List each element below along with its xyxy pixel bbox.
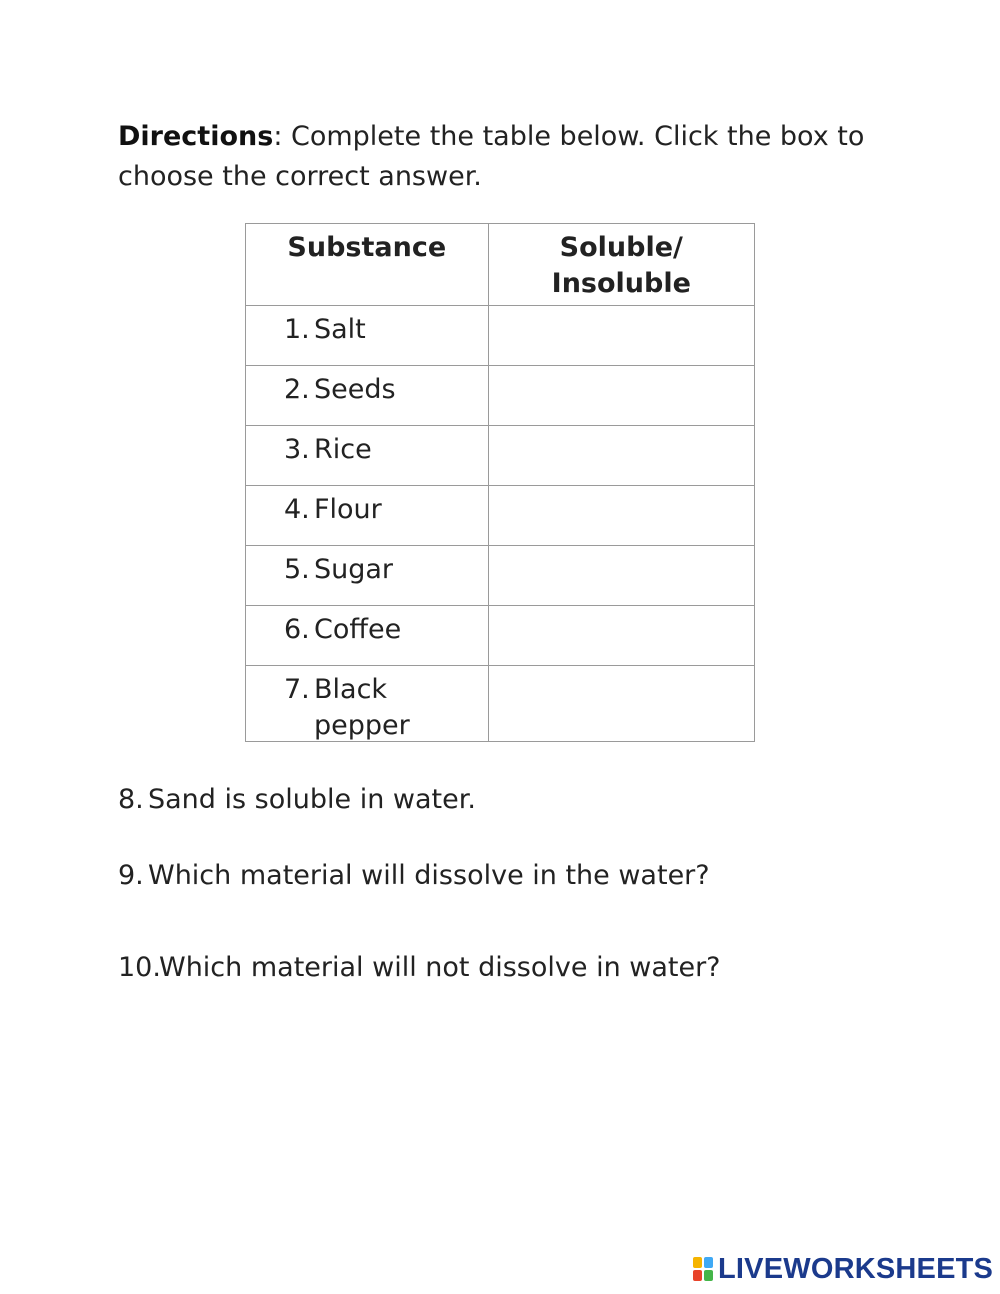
substance-header: Substance [246,224,489,306]
table-header-row [246,224,755,306]
substance-name: Rice [314,434,372,465]
table-row [246,666,755,742]
question-10 [118,950,721,986]
directions-label: Directions [118,121,274,152]
table-row [246,606,755,666]
answer-box-salt[interactable] [488,306,754,366]
table-row [246,426,755,486]
substance-name: Flour [314,494,382,525]
substance-cell [246,366,489,426]
question-number: 10. [118,952,161,983]
question-9 [118,858,710,894]
table-row [246,486,755,546]
answer-box-black-pepper[interactable] [488,666,754,742]
question-number: 9. [118,860,144,891]
logo-square-icon [693,1270,702,1281]
row-number: 1. [284,314,310,345]
logo-text: LIVEWORKSHEETS [718,1252,994,1285]
answer-box-rice[interactable] [488,426,754,486]
row-number: 5. [284,554,310,585]
question-number: 8. [118,784,144,815]
liveworksheets-logo-icon [692,1256,714,1282]
question-text: Sand is soluble in water. [148,784,476,815]
directions-paragraph [118,117,878,197]
substance-table [245,223,755,742]
table-row [246,306,755,366]
substance-cell [246,666,489,742]
row-number: 7. [284,674,310,705]
substance-cell [246,426,489,486]
answer-box-sugar[interactable] [488,546,754,606]
row-number: 6. [284,614,310,645]
question-8 [118,782,476,818]
row-number: 3. [284,434,310,465]
answer-box-seeds[interactable] [488,366,754,426]
substance-name: Seeds [314,374,396,405]
directions-text: : Complete the table below. Click the box to choose the correct answer. [118,121,865,192]
liveworksheets-logo [692,1252,993,1286]
table-row [246,546,755,606]
logo-square-icon [704,1270,713,1281]
substance-cell [246,606,489,666]
substance-cell [246,546,489,606]
answer-box-coffee[interactable] [488,606,754,666]
substance-name: Sugar [314,554,394,585]
substance-cell [246,306,489,366]
row-number: 4. [284,494,310,525]
substance-name: Salt [314,314,366,345]
answer-box-flour[interactable] [488,486,754,546]
question-text: Which material will dissolve in the water? [148,860,710,891]
row-number: 2. [284,374,310,405]
substance-name: Coffee [314,614,402,645]
solubility-header: Soluble/ Insoluble [488,224,754,306]
logo-square-icon [693,1257,702,1268]
substance-name: Black pepper [314,674,410,741]
table-row [246,366,755,426]
question-text: Which material will not dissolve in water? [159,952,721,983]
logo-square-icon [704,1257,713,1268]
substance-cell [246,486,489,546]
